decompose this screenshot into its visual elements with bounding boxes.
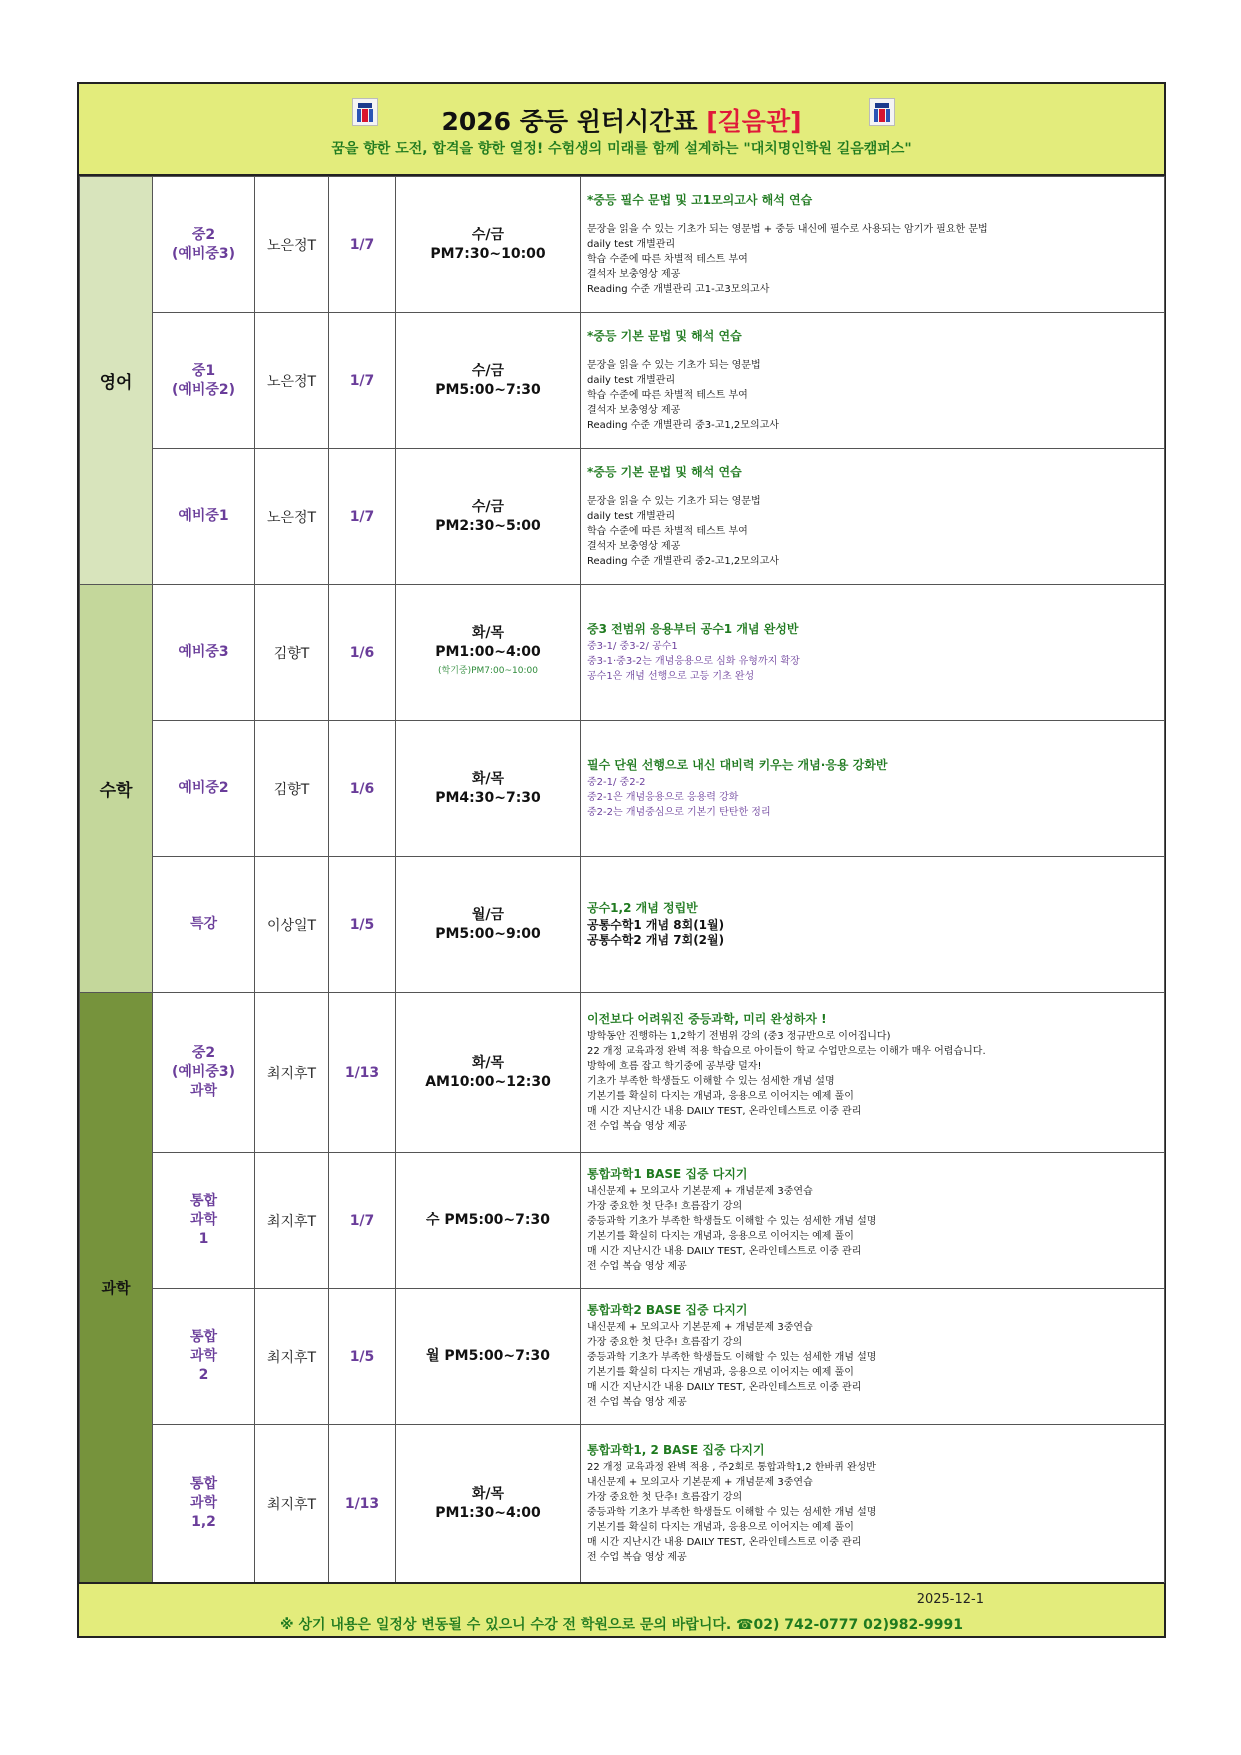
class-hours: PM5:00~9:00: [435, 925, 541, 942]
course-detail-line: 중등과학 기초가 부족한 학생들도 이해할 수 있는 섬세한 개념 설명: [587, 1352, 877, 1363]
course-detail-line: 가장 중요한 첫 단추! 흐름잡기 강의: [587, 1491, 743, 1503]
course-detail-line: 중3-1/ 중3-2/ 공수1: [587, 640, 678, 652]
course-detail-line: 기본기를 확실히 다지는 개념과, 응용으로 이어지는 예제 풀이: [587, 1367, 854, 1378]
issue-date: 2025-12-1: [916, 1592, 984, 1607]
class-time: [396, 449, 581, 585]
page-subtitle: 꿈을 향한 도전, 합격을 향한 열정! 수험생의 미래를 함께 설계하는 "대치명인학원 길음캠퍼스": [331, 141, 912, 157]
course-description: [581, 585, 1165, 721]
teacher-name: 최지후T: [255, 1153, 329, 1289]
class-grade: 예비중3: [153, 585, 255, 721]
course-description: [581, 449, 1165, 585]
class-days: 수/금: [471, 362, 505, 379]
course-detail-line: 중2-1은 개념응용으로 응용력 강화: [587, 791, 739, 803]
campus-name: [길음관]: [706, 107, 802, 136]
class-grade: 중1 (예비중2): [153, 313, 255, 449]
teacher-name: 최지후T: [255, 1425, 329, 1583]
course-description: [581, 993, 1165, 1153]
course-detail-line: 문장을 읽을 수 있는 기초가 되는 영문법 + 중등 내신에 필수로 사용되는 암기가 필요한 문법: [587, 223, 988, 235]
table-row: [80, 449, 1165, 585]
teacher-name: 최지후T: [255, 993, 329, 1153]
course-description: [581, 857, 1165, 993]
table-row: [80, 1153, 1165, 1289]
header-banner: [79, 84, 1164, 176]
class-days: 수/금: [471, 226, 505, 243]
teacher-name: 노은정T: [255, 177, 329, 313]
class-grade: 중2 (예비중3) 과학: [153, 993, 255, 1153]
course-detail-line: 방학동안 진행하는 1,2학기 전범위 강의 (중3 정규반으로 이어집니다): [587, 1030, 891, 1042]
start-date: 1/7: [329, 449, 396, 585]
class-hours: PM7:30~10:00: [430, 245, 546, 262]
course-detail-line: 기본기를 확실히 다지는 개념과, 응용으로 이어지는 예제 풀이: [587, 1231, 854, 1242]
class-time: [396, 857, 581, 993]
table-row: [80, 313, 1165, 449]
class-grade: 통합 과학 1,2: [153, 1425, 255, 1583]
table-row: [80, 993, 1165, 1153]
table-row: [80, 1425, 1165, 1583]
course-headline: *중등 기본 문법 및 해석 연습: [587, 464, 742, 479]
course-description: [581, 1289, 1165, 1425]
course-detail-line: 학습 수준에 따른 차별적 테스트 부여: [587, 389, 748, 401]
start-date: 1/13: [329, 1425, 396, 1583]
course-detail-line: 내신문제 + 모의고사 기본문제 + 개념문제 3중연습: [587, 1186, 813, 1197]
teacher-name: 이상일T: [255, 857, 329, 993]
table-row: [80, 721, 1165, 857]
teacher-name: 노은정T: [255, 313, 329, 449]
course-detail-line: 결석자 보충영상 제공: [587, 268, 681, 280]
course-detail-line: 매 시간 지난시간 내용 DAILY TEST, 온라인테스트로 이중 관리: [587, 1536, 862, 1548]
schedule-sheet: [77, 82, 1166, 1638]
course-detail-line: 중등과학 기초가 부족한 학생들도 이해할 수 있는 섬세한 개념 설명: [587, 1506, 877, 1518]
course-detail-line: 가장 중요한 첫 단추! 흐름잡기 강의: [587, 1201, 743, 1212]
table-row: [80, 177, 1165, 313]
course-detail-line: 결석자 보충영상 제공: [587, 540, 681, 552]
class-hours: PM1:30~4:00: [435, 1504, 541, 1521]
class-grade: 통합 과학 2: [153, 1289, 255, 1425]
table-row: [80, 1289, 1165, 1425]
course-detail-line: 결석자 보충영상 제공: [587, 404, 681, 416]
course-detail-line: 학습 수준에 따른 차별적 테스트 부여: [587, 525, 748, 537]
course-headline: 이전보다 어려워진 중등과학, 미리 완성하자 !: [587, 1011, 827, 1026]
subject-english: 영어: [80, 177, 153, 585]
course-detail-line: Reading 수준 개별관리 중2-고1,2모의고사: [587, 555, 779, 567]
class-hours: 수 PM5:00~7:30: [426, 1212, 550, 1228]
course-detail-line: 기본기를 확실히 다지는 개념과, 응용으로 이어지는 예제 풀이: [587, 1090, 854, 1102]
class-time: [396, 1153, 581, 1289]
footer-banner: [79, 1582, 1164, 1636]
class-days: 수/금: [471, 498, 505, 515]
class-time: [396, 313, 581, 449]
course-headline: 중3 전범위 응용부터 공수1 개념 완성반: [587, 621, 799, 636]
class-grade: 특강: [153, 857, 255, 993]
class-hours: PM5:00~7:30: [435, 381, 541, 398]
course-description: [581, 313, 1165, 449]
course-detail-line: 전 수업 복습 영상 제공: [587, 1397, 687, 1408]
start-date: 1/7: [329, 177, 396, 313]
course-detail-line: 공수1은 개념 선행으로 고등 기초 완성: [587, 670, 755, 682]
class-hours: AM10:00~12:30: [425, 1073, 551, 1090]
course-detail-line: daily test 개별관리: [587, 374, 676, 386]
course-detail-line: 중등과학 기초가 부족한 학생들도 이해할 수 있는 섬세한 개념 설명: [587, 1216, 877, 1227]
class-time: [396, 585, 581, 721]
class-grade: 예비중2: [153, 721, 255, 857]
start-date: 1/5: [329, 857, 396, 993]
class-time: [396, 721, 581, 857]
class-days: 화/목: [471, 1485, 505, 1502]
semester-time-note: (학기중)PM7:00~10:00: [438, 666, 538, 676]
course-detail-line: Reading 수준 개별관리 중3-고1,2모의고사: [587, 419, 779, 431]
course-detail-line: 전 수업 복습 영상 제공: [587, 1551, 687, 1563]
course-detail-line: 내신문제 + 모의고사 기본문제 + 개념문제 3중연습: [587, 1476, 813, 1488]
class-time: [396, 177, 581, 313]
course-detail-line: 중2-2는 개념중심으로 기본기 탄탄한 정리: [587, 806, 771, 818]
start-date: 1/6: [329, 585, 396, 721]
course-detail-line: daily test 개별관리: [587, 510, 676, 522]
start-date: 1/7: [329, 1153, 396, 1289]
course-description: [581, 1153, 1165, 1289]
class-grade: 예비중1: [153, 449, 255, 585]
table-row: [80, 857, 1165, 993]
course-detail-line: 가장 중요한 첫 단추! 흐름잡기 강의: [587, 1337, 743, 1348]
course-detail-line: 공통수학1 개념 8회(1월): [587, 918, 725, 932]
teacher-name: 김향T: [255, 585, 329, 721]
course-headline: 통합과학1 BASE 집중 다지기: [587, 1167, 748, 1181]
teacher-name: 김향T: [255, 721, 329, 857]
course-headline: 필수 단원 선행으로 내신 대비력 키우는 개념·응용 강화반: [587, 757, 888, 772]
course-description: [581, 1425, 1165, 1583]
course-headline: 공수1,2 개념 정립반: [587, 901, 698, 915]
class-days: 화/목: [471, 770, 505, 787]
course-detail-line: 22 개정 교육과정 완벽 적용 학습으로 아이들이 학교 수업만으로는 이해가 매우 어렵습니다.: [587, 1045, 986, 1057]
course-detail-line: 전 수업 복습 영상 제공: [587, 1120, 687, 1132]
course-detail-line: 문장을 읽을 수 있는 기초가 되는 영문법: [587, 495, 761, 507]
course-headline: 통합과학1, 2 BASE 집중 다지기: [587, 1442, 765, 1457]
course-detail-line: 방학에 흐름 잡고 학기중에 공부량 덜자!: [587, 1060, 762, 1072]
course-detail-line: 문장을 읽을 수 있는 기초가 되는 영문법: [587, 359, 761, 371]
table-row: [80, 585, 1165, 721]
contact-notice: ※ 상기 내용은 일정상 변동될 수 있으니 수강 전 학원으로 문의 바랍니다. ☎02) 742-0777 02)982-9991: [279, 1617, 964, 1633]
teacher-name: 최지후T: [255, 1289, 329, 1425]
class-hours: PM4:30~7:30: [435, 789, 541, 806]
start-date: 1/6: [329, 721, 396, 857]
subject-science: 과학: [80, 993, 153, 1583]
class-hours: PM1:00~4:00: [435, 644, 541, 660]
start-date: 1/13: [329, 993, 396, 1153]
class-days: 월/금: [471, 906, 505, 923]
class-grade: 중2 (예비중3): [153, 177, 255, 313]
course-headline: *중등 기본 문법 및 해석 연습: [587, 328, 742, 343]
course-detail-line: 전 수업 복습 영상 제공: [587, 1261, 687, 1272]
course-detail-line: 매 시간 지난시간 내용 DAILY TEST, 온라인테스트로 이중 관리: [587, 1105, 862, 1117]
course-detail-line: 매 시간 지난시간 내용 DAILY TEST, 온라인테스트로 이중 관리: [587, 1382, 862, 1393]
class-days: 화/목: [471, 625, 505, 641]
course-detail-line: 매 시간 지난시간 내용 DAILY TEST, 온라인테스트로 이중 관리: [587, 1246, 862, 1257]
course-headline: 통합과학2 BASE 집중 다지기: [587, 1303, 748, 1317]
course-description: [581, 721, 1165, 857]
course-headline: *중등 필수 문법 및 고1모의고사 해석 연습: [587, 192, 813, 207]
start-date: 1/7: [329, 313, 396, 449]
class-time: [396, 1289, 581, 1425]
page-title: 2026 중등 윈터시간표 [길음관]: [441, 107, 802, 136]
course-detail-line: 학습 수준에 따른 차별적 테스트 부여: [587, 253, 748, 265]
subject-math: 수학: [80, 585, 153, 993]
course-detail-line: 22 개정 교육과정 완벽 적용 , 주2회로 통합과학1,2 한바퀴 완성반: [587, 1461, 876, 1473]
class-days: 화/목: [471, 1054, 505, 1071]
class-hours: PM2:30~5:00: [435, 517, 541, 534]
class-hours: 월 PM5:00~7:30: [426, 1348, 550, 1364]
course-detail-line: 기본기를 확실히 다지는 개념과, 응용으로 이어지는 예제 풀이: [587, 1521, 854, 1533]
course-detail-line: daily test 개별관리: [587, 238, 676, 250]
course-description: [581, 177, 1165, 313]
course-detail-line: 기초가 부족한 학생들도 이해할 수 있는 섬세한 개념 설명: [587, 1075, 835, 1087]
schedule-table: [79, 176, 1165, 1583]
teacher-name: 노은정T: [255, 449, 329, 585]
course-detail-line: 공통수학2 개념 7회(2월): [587, 933, 725, 947]
class-grade: 통합 과학 1: [153, 1153, 255, 1289]
course-detail-line: 중3-1·중3-2는 개념응용으로 심화 유형까지 확장: [587, 655, 800, 667]
class-time: [396, 1425, 581, 1583]
class-time: [396, 993, 581, 1153]
start-date: 1/5: [329, 1289, 396, 1425]
course-detail-line: 중2-1/ 중2-2: [587, 776, 646, 788]
course-detail-line: 내신문제 + 모의고사 기본문제 + 개념문제 3중연습: [587, 1322, 813, 1333]
course-detail-line: Reading 수준 개별관리 고1-고3모의고사: [587, 283, 770, 295]
